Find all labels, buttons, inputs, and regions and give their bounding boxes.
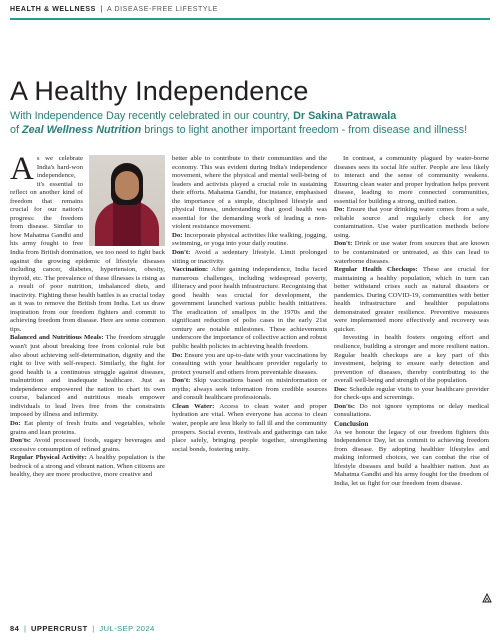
paragraph: In contrast, a community plagued by water-borne diseases sees its social life suffer. People are less likely to interact and the sense of community weakens. Ensuring clean water and proper hydration helps prevent disease, leading to more connected communities, essential for building a strong, unified nation. [334,155,489,205]
header-rule [10,18,490,20]
tip-dont: Don'ts: Avoid processed foods, sugary beverages and excessive consumption of refined grains. [10,437,165,453]
page-footer [10,624,155,633]
section-health-checkups: Regular Health Checkups: These are crucial for maintaining a healthy population, which in turn can better withstand crises such as natural disasters or pandemics. During COVID-19, communities with better health infrastructure and healthier populations demonstrated greater resilience. Preventive measures were implemented more effectively and recovery was quicker. [334,266,489,333]
intro-lead: With Independence Day recently celebrated in our country, [10,110,294,122]
magazine-name: UPPERCRUST [30,624,88,633]
article-intro [10,110,492,137]
footer-separator: | [92,624,95,633]
conclusion-paragraph: As we honour the legacy of our freedom fighters this Independence Day, let us commit to achieving freedom from disease. By adopting healthier lifestyles and making informed choices, we can combat the rise of lifestyle diseases and build a healthier nation. Just as Mahatma Gandhi and his army fought for the freedom of India, let us fight for our freedom from disease. [334,428,489,487]
heading-vaccination: Vaccination: [172,266,209,274]
issue-date: JUL-SEP 2024 [99,624,155,633]
opening-paragraph: As we celebrate India's hard-won independence, it's essential to reflect on another kind of freedom that remains crucial for our nation's progress: the freedom from disease. Similar to how Mahatma Gandhi and his army fought to free India from British domination, we too need to fight back against the growing epidemic of lifestyle diseases including cancer, diabetes, hypertension, obesity, thyroid, etc. The prevalence of these illnesses is rising as a result of poor nutrition, imbalanced diets, and inactivity. Fighting these health battles is as crucial today as it was to remove the British from India. Let us draw inspiration from our freedom fighters and commit to achieving freedom from disease. Here are some common tips. [10,151,165,333]
heading-conclusion: Conclusion [334,419,369,428]
tip-dont: Don'ts: Do not ignore symptoms or delay medical consultations. [334,402,489,419]
paragraph: better able to contribute to their communities and the economy. This was evident during India's independence movement, where the physical and mental well-being of leaders and activists played a crucial role in sustaining their efforts. Mahatma Gandhi, for instance, emphasised the importance of a simple, disciplined lifestyle and physical fitness, understanding that good health was essential for the demanding work of leading a non-violent resistance movement. [172,155,327,231]
subsection-label: A DISEASE-FREE LIFESTYLE [107,6,218,13]
tip-do: Dos: Schedule regular visits to your healthcare provider for check-ups and screenings. [334,385,489,402]
section-vaccination: Vaccination: After gaining independence, India faced numerous challenges, including widespread poverty, illiteracy and poor health infrastructure. Recognising that good health was crucial for development, the government launched various public health initiatives. The eradication of smallpox in the 1970s and the significant reduction of polio cases in the early 21st century are notable milestones. These achievements underscore the importance of collective action and robust public health policies in achieving health freedom. [172,266,328,351]
column-1 [10,151,165,480]
intro-of: of [10,123,23,136]
author-name: Dr Sakina Patrawala [293,110,397,122]
paragraph: Investing in health fosters ongoing effort and resilience, building a stronger and more resilient nation. Regular health checkups are a key part of this investment, helping to ensure early detection and prevention of diseases, thereby contributing to the overall well-being and strength of the population. [334,334,489,385]
tip-do: Do: Eat plenty of fresh fruits and vegetables, whole grains and lean proteins. [10,419,165,436]
page-number: 84 [10,624,20,633]
organization-name: Zeal Wellness Nutrition [22,123,142,136]
tip-dont: Don't: Drink or use water from sources that are known to be contaminated or untreated, as this can lead to waterborne diseases. [334,240,489,265]
heading-health-checkups: Regular Health Checkups: [334,266,418,274]
drop-cap: A [10,151,34,187]
article-title: A Healthy Independence [10,76,309,106]
heading-clean-water: Clean Water: [172,402,215,410]
column-2 [172,155,327,454]
column-3 [334,155,489,488]
end-mark-icon [481,592,493,604]
section-header [10,6,218,13]
tip-do: Do: Ensure that your drinking water comes from a safe, reliable source and regularly check for any contamination. Use water purification methods before using. [334,206,489,239]
intro-tail: brings to light another important freedom - from disease and illness! [141,123,468,136]
tip-do: Do: Ensure you are up-to-date with your vaccinations by consulting with your healthcare provider regularly to protect yourself and others from preventable diseases. [172,351,327,376]
tip-do: Do: Incorporate physical activities like walking, jogging, swimming, or yoga into your daily routine. [172,231,327,248]
heading-physical-activity: Regular Physical Activity: [10,454,87,462]
section-physical-activity: Regular Physical Activity: A healthy population is the bedrock of a strong and vibrant nation. When citizens are healthy, they are more productive, more creative and [10,454,165,479]
section-balanced-meals: Balanced and Nutritious Meals: The freedom struggle wasn't just about breaking free from colonial rule but also about achieving self-determination, dignity and the right to live with self-respect. Similarly, the fight for good health is a continuous struggle against diseases, malnutrition and inadequate healthcare. Just as independence empowered the nation to chart its own course, balanced and nutritious meals empower individuals to lead lives free from the constraints imposed by illness and infirmity. [10,334,165,419]
section-label: HEALTH & WELLNESS [10,6,96,13]
section-clean-water: Clean Water: Access to clean water and proper hydration are vital. When everyone has access to clean water, people are less likely to fall ill and the community prospers. Social events, festivals and gatherings can take place safely, bringing people together, strengthening social bonds, fostering unity. [172,402,327,453]
author-photo [89,155,165,246]
heading-balanced-meals: Balanced and Nutritious Meals: [10,334,104,342]
tip-dont: Don't: Skip vaccinations based on misinformation or myths; always seek information from credible sources and consult healthcare professionals. [172,377,327,402]
tip-dont: Don't: Avoid a sedentary lifestyle. Limit prolonged sitting or inactivity. [172,249,327,265]
section-separator: | [100,6,103,13]
footer-separator: | [23,624,27,633]
